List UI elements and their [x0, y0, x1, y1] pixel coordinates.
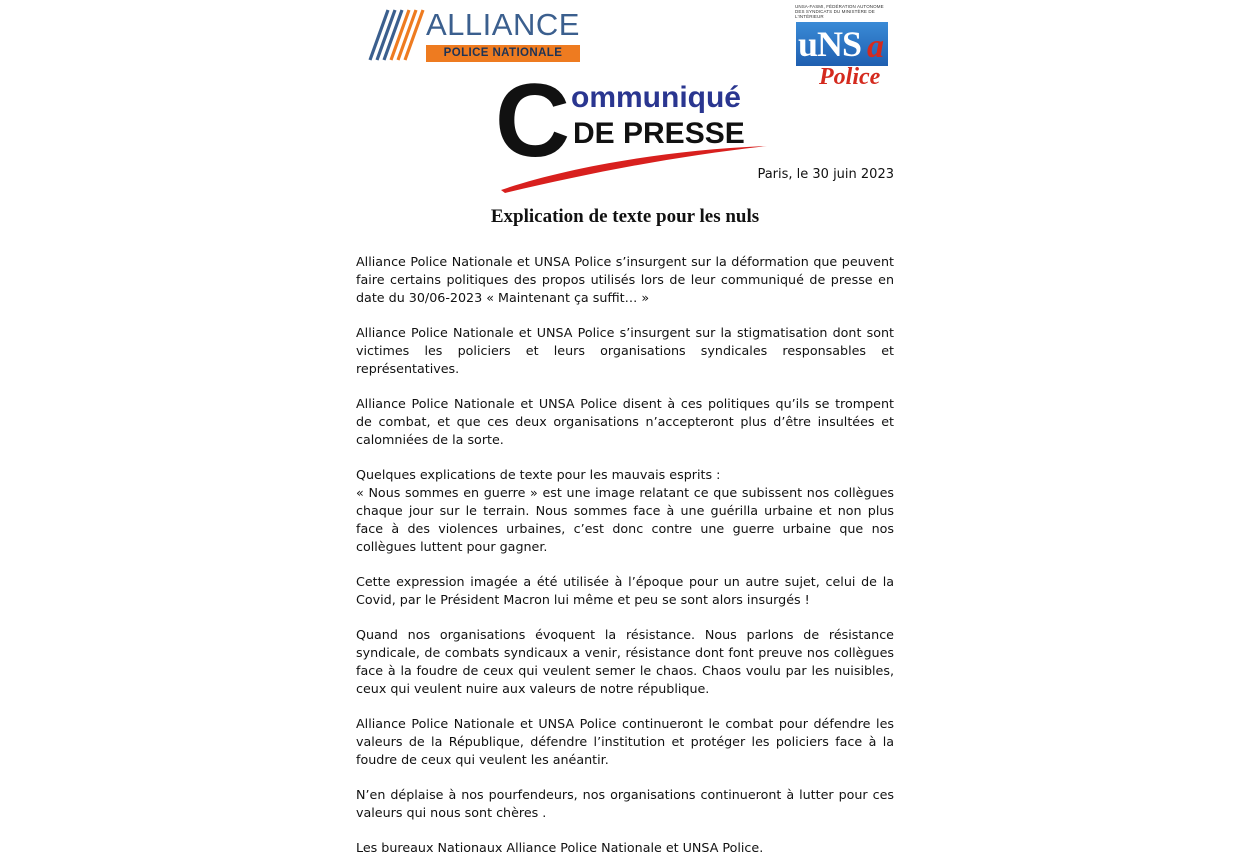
- alliance-stripes-icon: [368, 8, 426, 62]
- unsa-logo-accent: a: [867, 28, 884, 65]
- paragraph: Quand nos organisations évoquent la résistance. Nous parlons de résistance syndicale, de combats syndicaux a venir, résistance dont font preuve nos collègues face à la foudre de ceux qui veulent semer le chaos. Chaos voulu par les nuisibles, ceux qui veulent nuire aux valeurs de notre république.: [356, 627, 894, 696]
- unsa-logo-header: UNSA-FASMI, FÉDÉRATION AUTONOME DES SYNDICATS DU MINISTÈRE DE L'INTÉRIEUR: [795, 4, 884, 19]
- unsa-police-logo: [793, 4, 893, 92]
- unsa-logo-police: Police: [819, 64, 881, 90]
- paragraph-intro: Quelques explications de texte pour les mauvais esprits :: [356, 467, 721, 482]
- paragraph: « Nous sommes en guerre » est une image relatant ce que subissent nos collègues chaque jour sur le terrain. Nous sommes face à une guérilla urbaine et non plus face à des violences urbaines, c’est donc contre une guerre urbaine que nos collègues luttent pour gagner.: [356, 485, 894, 554]
- paragraph: Alliance Police Nationale et UNSA Police disent à ces politiques qu’ils se trompent de combat, et que ces deux organisations n’accepteront plus d’être insultées et calomniées de la sorte.: [356, 396, 894, 447]
- communique-word: ommuniqué: [571, 81, 741, 114]
- document-body: [356, 253, 894, 857]
- paragraph: Alliance Police Nationale et UNSA Police continueront le combat pour défendre les valeurs de la République, défendre l’institution et protéger les policiers face à la foudre de ceux qui veulent les anéantir.: [356, 716, 894, 767]
- paragraph: Alliance Police Nationale et UNSA Police s’insurgent sur la stigmatisation dont sont victimes les policiers et leurs organisations syndicales responsables et représentatives.: [356, 325, 894, 376]
- unsa-logo-letters: uNS: [798, 24, 862, 64]
- date-line: Paris, le 30 juin 2023: [757, 167, 894, 182]
- alliance-logo-name: ALLIANCE: [426, 7, 580, 42]
- communique-initial: C: [495, 78, 571, 179]
- signature-line: Les bureaux Nationaux Alliance Police Nationale et UNSA Police.: [356, 840, 764, 855]
- alliance-logo: [368, 8, 583, 62]
- document-title: Explication de texte pour les nuls: [490, 206, 760, 227]
- alliance-logo-subtitle: POLICE NATIONALE: [426, 45, 580, 62]
- paragraph: Alliance Police Nationale et UNSA Police s’insurgent sur la déformation que peuvent faire certains politiques des propos utilisés lors de leur communiqué de presse en date du 30/06-2023 « Maintenant ça suffit… »: [356, 254, 894, 305]
- paragraph: N’en déplaise à nos pourfendeurs, nos organisations continueront à lutter pour ces valeurs qui nous sont chères .: [356, 787, 894, 820]
- de-presse-word: DE PRESSE: [573, 117, 745, 150]
- paragraph: Cette expression imagée a été utilisée à l’époque pour un autre sujet, celui de la Covid, par le Président Macron lui même et peu se sont alors insurgés !: [356, 574, 894, 607]
